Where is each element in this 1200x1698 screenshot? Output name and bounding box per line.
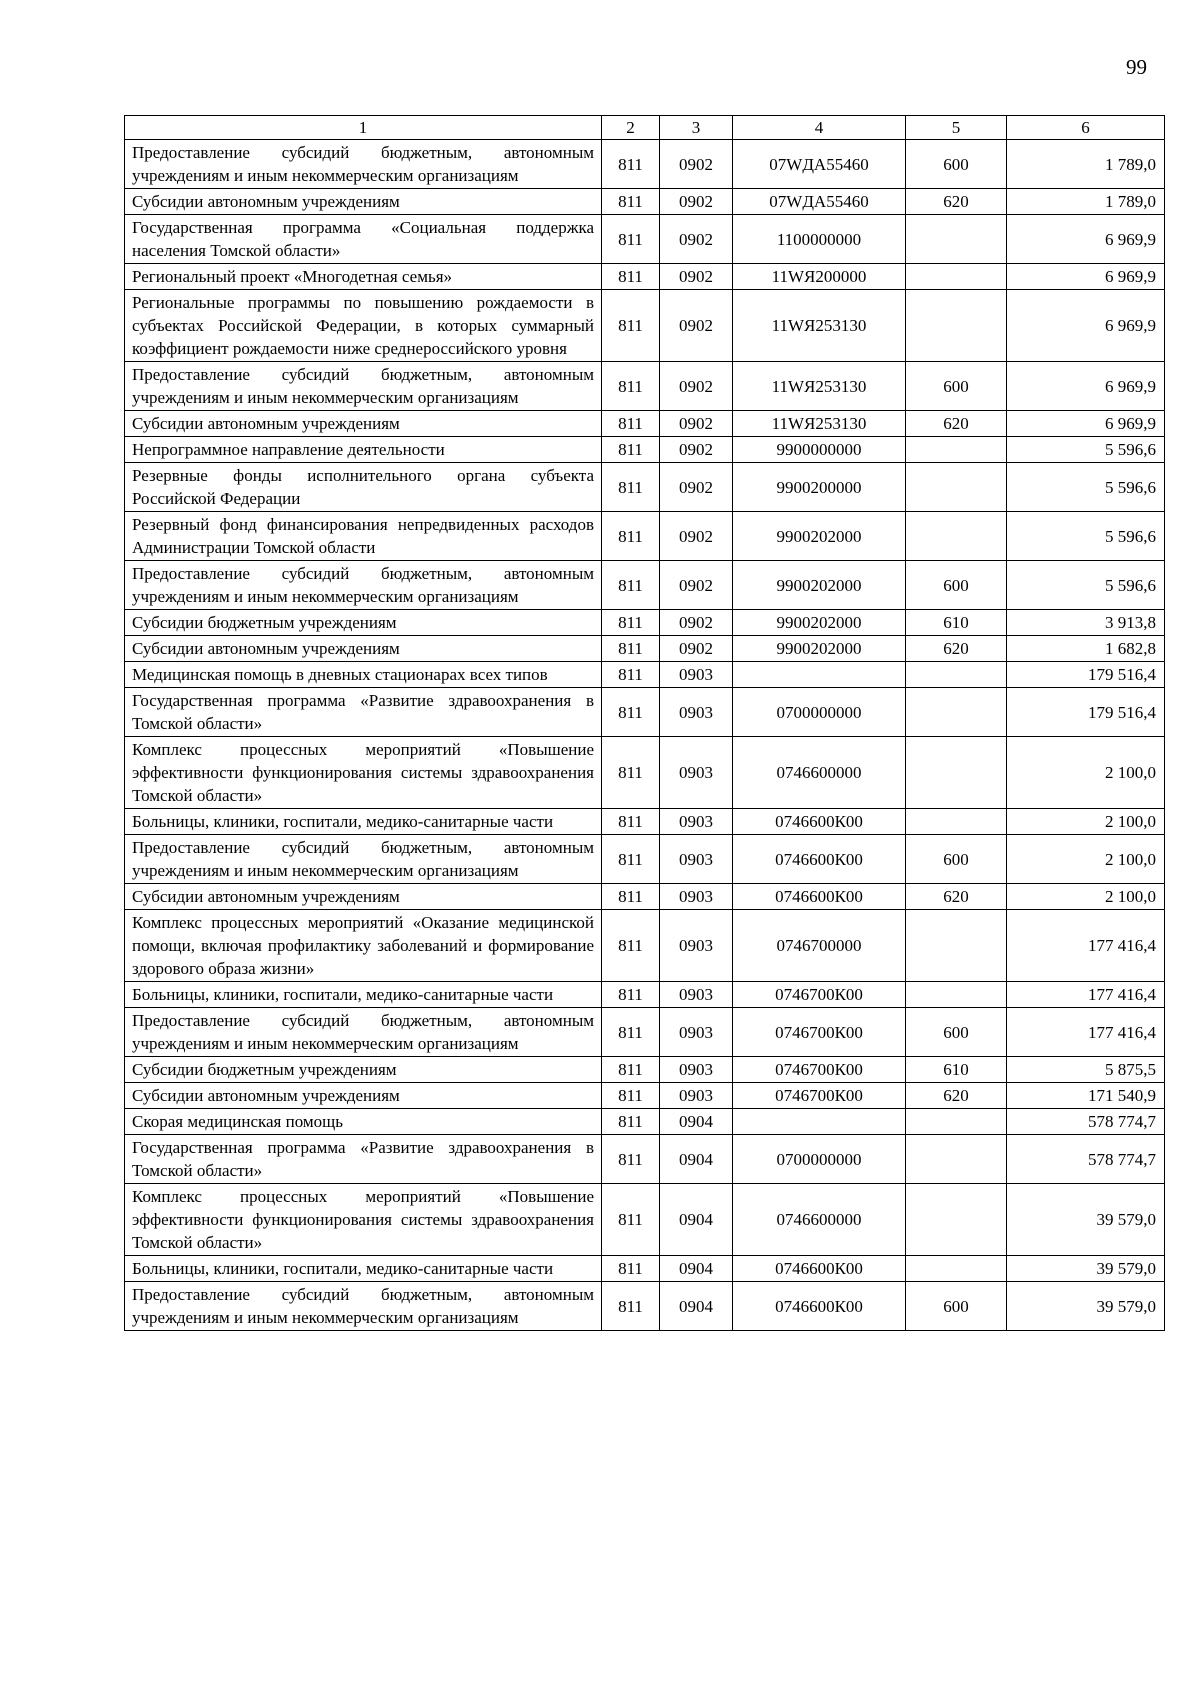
ministry-code: 811 (602, 561, 660, 610)
table-row (125, 264, 1165, 290)
ministry-code: 811 (602, 362, 660, 411)
target-article-code: 0746700К00 (733, 1008, 906, 1057)
table-row (125, 561, 1165, 610)
ministry-code: 811 (602, 512, 660, 561)
target-article-code: 1100000000 (733, 215, 906, 264)
row-description: Субсидии автономным учреждениям (125, 884, 602, 910)
target-article-code: 0746600К00 (733, 1256, 906, 1282)
amount-value: 171 540,9 (1007, 1083, 1165, 1109)
target-article-code: 9900202000 (733, 512, 906, 561)
row-description: Предоставление субсидий бюджетным, автономным учреждениям и иным некоммерческим организациям (125, 561, 602, 610)
expense-type-code (906, 1135, 1007, 1184)
table-row (125, 662, 1165, 688)
column-header: 3 (660, 116, 733, 140)
ministry-code: 811 (602, 1109, 660, 1135)
ministry-code: 811 (602, 688, 660, 737)
target-article-code: 0746600К00 (733, 835, 906, 884)
row-description: Предоставление субсидий бюджетным, автономным учреждениям и иным некоммерческим организациям (125, 835, 602, 884)
amount-value: 6 969,9 (1007, 264, 1165, 290)
table-row (125, 189, 1165, 215)
amount-value: 3 913,8 (1007, 610, 1165, 636)
table-row (125, 411, 1165, 437)
expense-type-code (906, 215, 1007, 264)
table-row (125, 1109, 1165, 1135)
expense-type-code (906, 910, 1007, 982)
budget-table (124, 115, 1165, 1331)
row-description: Непрограммное направление деятельности (125, 437, 602, 463)
amount-value: 5 596,6 (1007, 561, 1165, 610)
table-row (125, 215, 1165, 264)
section-code: 0902 (660, 264, 733, 290)
section-code: 0903 (660, 688, 733, 737)
section-code: 0903 (660, 982, 733, 1008)
table-row (125, 1184, 1165, 1256)
expense-type-code: 600 (906, 1008, 1007, 1057)
amount-value: 5 875,5 (1007, 1057, 1165, 1083)
row-description: Комплекс процессных мероприятий «Оказание медицинской помощи, включая профилактику заболеваний и формирование здорового образа жизни» (125, 910, 602, 982)
amount-value: 6 969,9 (1007, 411, 1165, 437)
amount-value: 1 789,0 (1007, 140, 1165, 189)
target-article-code: 0700000000 (733, 1135, 906, 1184)
row-description: Предоставление субсидий бюджетным, автономным учреждениям и иным некоммерческим организациям (125, 1282, 602, 1331)
row-description: Медицинская помощь в дневных стационарах всех типов (125, 662, 602, 688)
amount-value: 179 516,4 (1007, 662, 1165, 688)
row-description: Государственная программа «Развитие здравоохранения в Томской области» (125, 1135, 602, 1184)
section-code: 0902 (660, 215, 733, 264)
table-row (125, 1083, 1165, 1109)
expense-type-code (906, 662, 1007, 688)
ministry-code: 811 (602, 662, 660, 688)
target-article-code: 0746600К00 (733, 809, 906, 835)
ministry-code: 811 (602, 809, 660, 835)
table-row (125, 1256, 1165, 1282)
target-article-code: 9900200000 (733, 463, 906, 512)
expense-type-code: 600 (906, 140, 1007, 189)
expense-type-code (906, 982, 1007, 1008)
expense-type-code: 600 (906, 1282, 1007, 1331)
expense-type-code (906, 437, 1007, 463)
section-code: 0903 (660, 910, 733, 982)
table-row (125, 809, 1165, 835)
section-code: 0903 (660, 1057, 733, 1083)
ministry-code: 811 (602, 910, 660, 982)
section-code: 0903 (660, 1008, 733, 1057)
row-description: Предоставление субсидий бюджетным, автономным учреждениям и иным некоммерческим организациям (125, 1008, 602, 1057)
target-article-code: 0746700000 (733, 910, 906, 982)
expense-type-code (906, 463, 1007, 512)
table-row (125, 463, 1165, 512)
section-code: 0904 (660, 1184, 733, 1256)
row-description: Государственная программа «Социальная поддержка населения Томской области» (125, 215, 602, 264)
ministry-code: 811 (602, 290, 660, 362)
target-article-code: 11WЯ253130 (733, 290, 906, 362)
expense-type-code: 620 (906, 411, 1007, 437)
section-code: 0904 (660, 1109, 733, 1135)
row-description: Субсидии автономным учреждениям (125, 189, 602, 215)
section-code: 0904 (660, 1282, 733, 1331)
expense-type-code (906, 1256, 1007, 1282)
expense-type-code: 600 (906, 835, 1007, 884)
target-article-code: 0700000000 (733, 688, 906, 737)
table-row (125, 835, 1165, 884)
target-article-code: 0746600К00 (733, 884, 906, 910)
section-code: 0903 (660, 835, 733, 884)
amount-value: 39 579,0 (1007, 1256, 1165, 1282)
amount-value: 2 100,0 (1007, 737, 1165, 809)
amount-value: 179 516,4 (1007, 688, 1165, 737)
expense-type-code: 610 (906, 610, 1007, 636)
section-code: 0904 (660, 1135, 733, 1184)
ministry-code: 811 (602, 463, 660, 512)
target-article-code: 07WДА55460 (733, 140, 906, 189)
section-code: 0902 (660, 636, 733, 662)
target-article-code: 9900202000 (733, 636, 906, 662)
ministry-code: 811 (602, 264, 660, 290)
expense-type-code: 620 (906, 636, 1007, 662)
ministry-code: 811 (602, 189, 660, 215)
expense-type-code: 620 (906, 1083, 1007, 1109)
expense-type-code: 620 (906, 884, 1007, 910)
row-description: Региональные программы по повышению рождаемости в субъектах Российской Федерации, в которых суммарный коэффициент рождаемости ниже среднероссийского уровня (125, 290, 602, 362)
target-article-code: 0746700К00 (733, 982, 906, 1008)
table-row (125, 290, 1165, 362)
ministry-code: 811 (602, 437, 660, 463)
table-row (125, 1282, 1165, 1331)
amount-value: 5 596,6 (1007, 512, 1165, 561)
expense-type-code (906, 264, 1007, 290)
table-row (125, 982, 1165, 1008)
row-description: Резервные фонды исполнительного органа субъекта Российской Федерации (125, 463, 602, 512)
section-code: 0902 (660, 411, 733, 437)
row-description: Субсидии бюджетным учреждениям (125, 1057, 602, 1083)
ministry-code: 811 (602, 411, 660, 437)
ministry-code: 811 (602, 835, 660, 884)
target-article-code: 11WЯ253130 (733, 362, 906, 411)
target-article-code: 0746600К00 (733, 1282, 906, 1331)
section-code: 0904 (660, 1256, 733, 1282)
amount-value: 177 416,4 (1007, 982, 1165, 1008)
ministry-code: 811 (602, 610, 660, 636)
target-article-code: 9900202000 (733, 561, 906, 610)
table-row (125, 512, 1165, 561)
target-article-code: 07WДА55460 (733, 189, 906, 215)
ministry-code: 811 (602, 1083, 660, 1109)
section-code: 0902 (660, 512, 733, 561)
target-article-code: 9900000000 (733, 437, 906, 463)
amount-value: 2 100,0 (1007, 884, 1165, 910)
table-row (125, 688, 1165, 737)
ministry-code: 811 (602, 1008, 660, 1057)
target-article-code: 9900202000 (733, 610, 906, 636)
row-description: Скорая медицинская помощь (125, 1109, 602, 1135)
ministry-code: 811 (602, 982, 660, 1008)
ministry-code: 811 (602, 1135, 660, 1184)
expense-type-code (906, 737, 1007, 809)
column-header: 2 (602, 116, 660, 140)
table-body (125, 116, 1165, 1331)
row-description: Государственная программа «Развитие здравоохранения в Томской области» (125, 688, 602, 737)
ministry-code: 811 (602, 636, 660, 662)
section-code: 0903 (660, 662, 733, 688)
row-description: Комплекс процессных мероприятий «Повышение эффективности функционирования системы здравоохранения Томской области» (125, 1184, 602, 1256)
ministry-code: 811 (602, 1256, 660, 1282)
expense-type-code (906, 688, 1007, 737)
amount-value: 1 682,8 (1007, 636, 1165, 662)
amount-value: 6 969,9 (1007, 215, 1165, 264)
section-code: 0902 (660, 610, 733, 636)
section-code: 0903 (660, 884, 733, 910)
table-row (125, 1135, 1165, 1184)
expense-type-code (906, 290, 1007, 362)
row-description: Региональный проект «Многодетная семья» (125, 264, 602, 290)
table-row (125, 910, 1165, 982)
target-article-code: 0746700К00 (733, 1083, 906, 1109)
section-code: 0902 (660, 140, 733, 189)
expense-type-code: 600 (906, 362, 1007, 411)
section-code: 0903 (660, 1083, 733, 1109)
expense-type-code (906, 1109, 1007, 1135)
page-number: 99 (1126, 55, 1147, 79)
row-description: Комплекс процессных мероприятий «Повышение эффективности функционирования системы здравоохранения Томской области» (125, 737, 602, 809)
amount-value: 177 416,4 (1007, 1008, 1165, 1057)
ministry-code: 811 (602, 140, 660, 189)
table-row (125, 737, 1165, 809)
row-description: Резервный фонд финансирования непредвиденных расходов Администрации Томской области (125, 512, 602, 561)
target-article-code: 0746700К00 (733, 1057, 906, 1083)
row-description: Предоставление субсидий бюджетным, автономным учреждениям и иным некоммерческим организациям (125, 362, 602, 411)
expense-type-code (906, 512, 1007, 561)
section-code: 0902 (660, 290, 733, 362)
target-article-code (733, 1109, 906, 1135)
amount-value: 2 100,0 (1007, 809, 1165, 835)
ministry-code: 811 (602, 1184, 660, 1256)
row-description: Больницы, клиники, госпитали, медико-санитарные части (125, 1256, 602, 1282)
table-row (125, 140, 1165, 189)
row-description: Субсидии автономным учреждениям (125, 1083, 602, 1109)
target-article-code (733, 662, 906, 688)
section-code: 0902 (660, 463, 733, 512)
table-row (125, 636, 1165, 662)
amount-value: 578 774,7 (1007, 1109, 1165, 1135)
target-article-code: 0746600000 (733, 737, 906, 809)
amount-value: 6 969,9 (1007, 290, 1165, 362)
amount-value: 39 579,0 (1007, 1282, 1165, 1331)
amount-value: 177 416,4 (1007, 910, 1165, 982)
table-header-row (125, 116, 1165, 140)
ministry-code: 811 (602, 1057, 660, 1083)
ministry-code: 811 (602, 1282, 660, 1331)
row-description: Предоставление субсидий бюджетным, автономным учреждениям и иным некоммерческим организациям (125, 140, 602, 189)
amount-value: 39 579,0 (1007, 1184, 1165, 1256)
section-code: 0902 (660, 362, 733, 411)
amount-value: 578 774,7 (1007, 1135, 1165, 1184)
amount-value: 5 596,6 (1007, 463, 1165, 512)
table-row (125, 362, 1165, 411)
expense-type-code: 600 (906, 561, 1007, 610)
amount-value: 6 969,9 (1007, 362, 1165, 411)
section-code: 0903 (660, 809, 733, 835)
amount-value: 1 789,0 (1007, 189, 1165, 215)
table-row (125, 884, 1165, 910)
column-header: 1 (125, 116, 602, 140)
section-code: 0902 (660, 189, 733, 215)
table-row (125, 1057, 1165, 1083)
ministry-code: 811 (602, 215, 660, 264)
amount-value: 5 596,6 (1007, 437, 1165, 463)
expense-type-code (906, 1184, 1007, 1256)
column-header: 6 (1007, 116, 1165, 140)
row-description: Субсидии автономным учреждениям (125, 636, 602, 662)
column-header: 4 (733, 116, 906, 140)
target-article-code: 11WЯ253130 (733, 411, 906, 437)
expense-type-code: 610 (906, 1057, 1007, 1083)
target-article-code: 11WЯ200000 (733, 264, 906, 290)
table-row (125, 1008, 1165, 1057)
column-header: 5 (906, 116, 1007, 140)
section-code: 0903 (660, 737, 733, 809)
target-article-code: 0746600000 (733, 1184, 906, 1256)
section-code: 0902 (660, 437, 733, 463)
row-description: Субсидии автономным учреждениям (125, 411, 602, 437)
table-row (125, 437, 1165, 463)
expense-type-code (906, 809, 1007, 835)
row-description: Субсидии бюджетным учреждениям (125, 610, 602, 636)
amount-value: 2 100,0 (1007, 835, 1165, 884)
ministry-code: 811 (602, 737, 660, 809)
row-description: Больницы, клиники, госпитали, медико-санитарные части (125, 809, 602, 835)
section-code: 0902 (660, 561, 733, 610)
row-description: Больницы, клиники, госпитали, медико-санитарные части (125, 982, 602, 1008)
expense-type-code: 620 (906, 189, 1007, 215)
table-row (125, 610, 1165, 636)
ministry-code: 811 (602, 884, 660, 910)
